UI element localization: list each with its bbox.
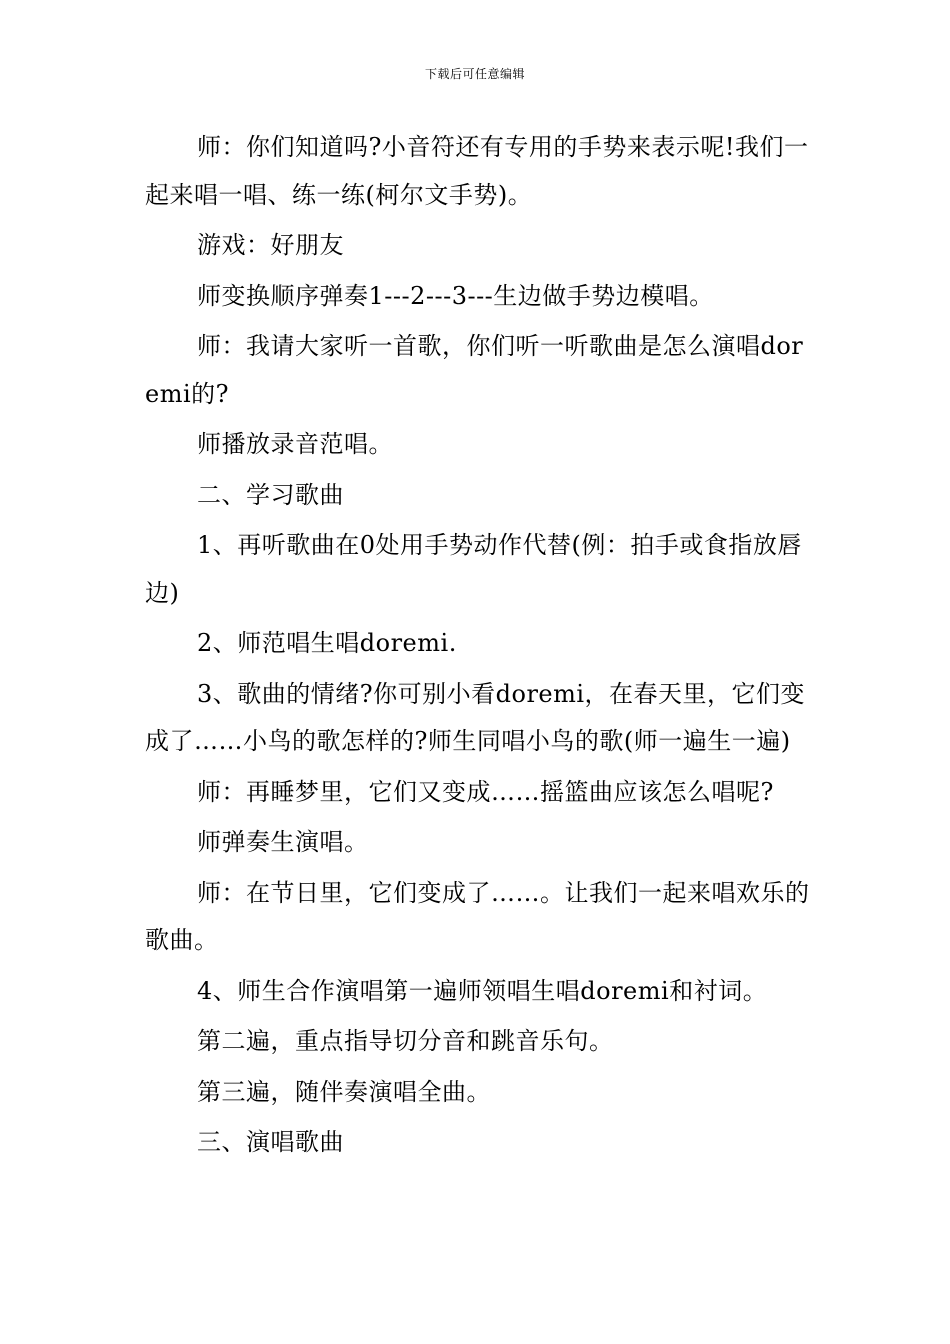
paragraph: 师：我请大家听一首歌，你们听一听歌曲是怎么演唱doremi的?	[145, 332, 804, 408]
paragraph: 游戏：好朋友	[197, 231, 344, 259]
paragraph: 师：再睡梦里，它们又变成……摇篮曲应该怎么唱呢?	[197, 777, 774, 806]
section-heading: 三、演唱歌曲	[197, 1128, 344, 1156]
paragraph: 师：你们知道吗?小音符还有专用的手势来表示呢!我们一起来唱一唱、练一练(柯尔文手势)。	[145, 133, 809, 209]
paragraph: 第三遍，随伴奏演唱全曲。	[197, 1077, 491, 1106]
paragraph: 4、师生合作演唱第一遍师领唱生唱doremi和衬词。	[197, 976, 768, 1005]
paragraph: 2、师范唱生唱doremi.	[197, 629, 457, 657]
paragraph: 师：在节日里，它们变成了……。让我们一起来唱欢乐的歌曲。	[145, 878, 810, 954]
paragraph: 1、再听歌曲在0处用手势动作代替(例：拍手或食指放唇边)	[145, 531, 802, 607]
section-heading: 二、学习歌曲	[197, 480, 344, 509]
page-header: 下载后可任意编辑	[424, 67, 525, 81]
paragraph: 师播放录音范唱。	[197, 430, 393, 458]
paragraph: 师弹奏生演唱。	[197, 828, 369, 856]
paragraph: 第二遍，重点指导切分音和跳音乐句。	[197, 1027, 614, 1055]
paragraph: 3、歌曲的情绪?你可别小看doremi，在春天里，它们变成了……小鸟的歌怎样的?师生同唱小鸟的歌(师一遍生一遍)	[145, 679, 806, 755]
paragraph: 师变换顺序弹奏1---2---3---生边做手势边模唱。	[197, 281, 714, 310]
document-body	[145, 124, 810, 1170]
